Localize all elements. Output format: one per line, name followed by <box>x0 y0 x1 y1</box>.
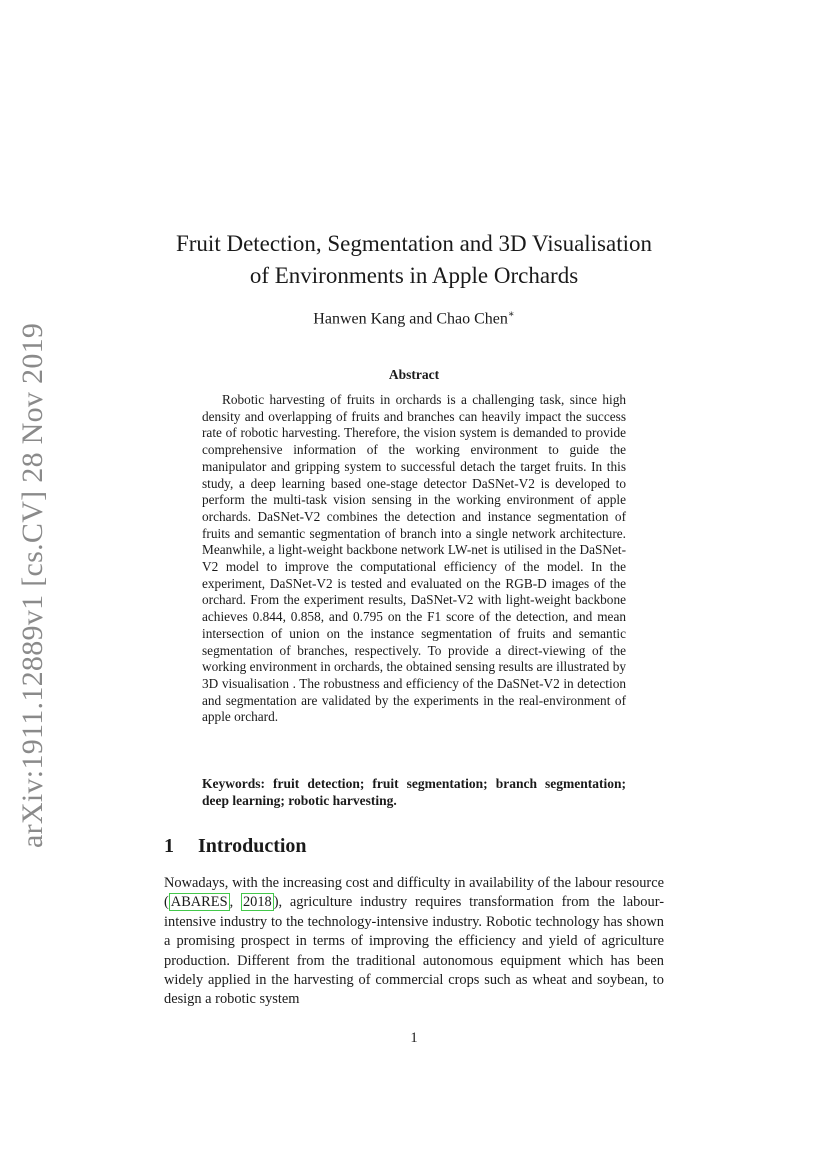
paper-title-line-1: Fruit Detection, Segmentation and 3D Visualisation <box>175 231 652 256</box>
arxiv-identifier: arXiv:1911.12889v1 [cs.CV] 28 Nov 2019 <box>16 322 49 848</box>
intro-text-before-citation: Nowadays, with the increasing cost and difficulty in availability of the labour resource ( <box>164 875 664 911</box>
introduction-paragraph <box>164 874 664 1010</box>
page-number: 1 <box>410 1030 418 1046</box>
corresponding-author-mark: ∗ <box>507 309 515 320</box>
citation-separator: , <box>229 894 241 911</box>
paper-title <box>0 228 828 292</box>
citation-link-author[interactable]: ABARES <box>170 894 228 911</box>
abstract-heading: Abstract <box>388 367 440 382</box>
author-list <box>0 309 828 328</box>
section-heading-introduction <box>164 833 307 859</box>
abstract-text: Robotic harvesting of fruits in orchards is a challenging task, since high density and overlapping of fruits and branches can heavily impact the success rate of robotic harvesting. Therefore, the vision system is demanded to provide comprehensive information of the working environment to guide the manipulator and gripping system to successful detach the target fruits. In this study, a deep learning based one-stage detector DaSNet-V2 is developed to perform the multi-task vision sensing in the working environment of apple orchards. DaSNet-V2 combines the detection and instance segmentation of fruits and semantic segmentation of branch into a single network architecture. Meanwhile, a light-weight backbone network LW-net is utilised in the DaSNet-V2 model to improve the computational efficiency of the model. In the experiment, DaSNet-V2 is tested and evaluated on the RGB-D images of the orchard. From the experiment results, DaSNet-V2 with light-weight backbone achieves 0.844, 0.858, and 0.795 on the F1 score of the detection, and mean intersection of union on the instance segmentation of fruits and semantic segmentation of branches, respectively. To provide a direct-viewing of the working environment in orchards, the obtained sensing results are illustrated by 3D visualisation . The robustness and efficiency of the DaSNet-V2 in detection and segmentation are validated by the experiments in the real-environment of apple orchard. <box>202 392 626 725</box>
citation-link-year[interactable]: 2018 <box>242 894 272 911</box>
author-names: Hanwen Kang and Chao Chen <box>313 310 508 328</box>
paper-title-line-2: of Environments in Apple Orchards <box>249 263 579 288</box>
intro-text-after-citation: ), agriculture industry requires transformation from the labour-intensive industry to the technology-intensive industry. Robotic technology has shown a promising prospect in terms of improving the efficiency and yield of agriculture production. Different from the traditional autonomous equipment which has been widely applied in the harvesting of commercial crops such as wheat and soybean, to design a robotic system <box>164 894 664 1008</box>
section-title: Introduction <box>198 835 307 857</box>
section-number: 1 <box>164 835 174 857</box>
keywords: Keywords: fruit detection; fruit segmentation; branch segmentation; deep learning; robotic harvesting. <box>202 776 626 808</box>
